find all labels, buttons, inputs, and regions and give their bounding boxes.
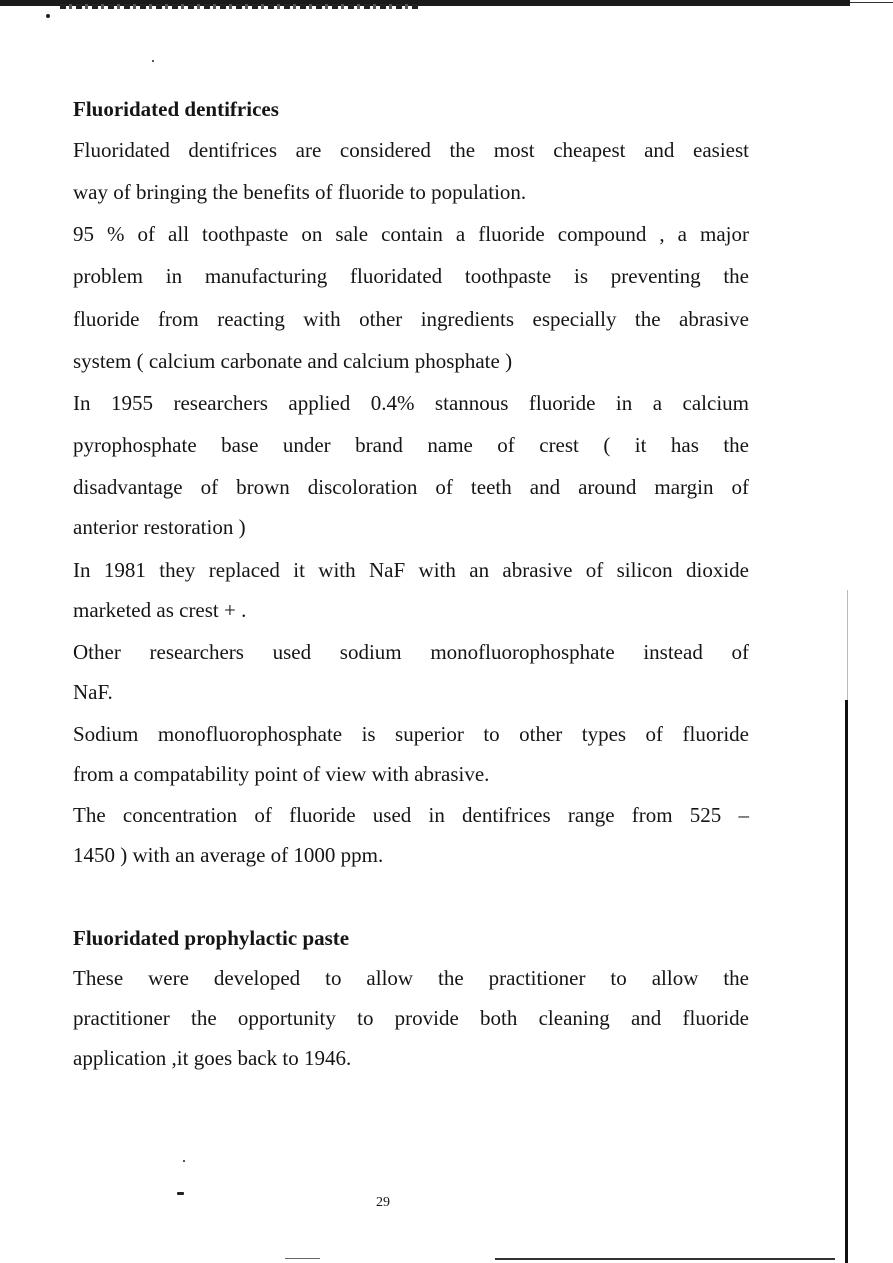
scan-bottom-rule-left	[285, 1258, 320, 1259]
body-line: practitioner the opportunity to provide both cleaning and fluoride	[73, 1006, 749, 1030]
body-line: Fluoridated dentifrices are considered the most cheapest and easiest	[73, 138, 749, 162]
body-line: In 1981 they replaced it with NaF with an abrasive of silicon dioxide	[73, 558, 749, 582]
section-title-prophylactic-paste: Fluoridated prophylactic paste	[73, 926, 350, 950]
body-line: NaF.	[73, 680, 113, 704]
body-line: application ,it goes back to 1946.	[73, 1046, 352, 1070]
body-line: system ( calcium carbonate and calcium phosphate )	[73, 349, 513, 373]
body-line: pyrophosphate base under brand name of crest ( it has the	[73, 433, 749, 457]
scan-right-edge-faint	[847, 590, 848, 700]
body-line: Other researchers used sodium monofluorophosphate instead of	[73, 640, 749, 664]
body-line: problem in manufacturing fluoridated toothpaste is preventing the	[73, 264, 749, 288]
scan-speck	[177, 1192, 184, 1195]
body-line: marketed as crest + .	[73, 598, 247, 622]
body-line: disadvantage of brown discoloration of teeth and around margin of	[73, 475, 749, 499]
section-title-dentifrices: Fluoridated dentifrices	[73, 97, 279, 121]
body-line: from a compatability point of view with abrasive.	[73, 762, 490, 786]
body-line: The concentration of fluoride used in dentifrices range from 525 –	[73, 803, 749, 827]
scan-bottom-rule	[495, 1258, 835, 1260]
body-line: In 1955 researchers applied 0.4% stannous fluoride in a calcium	[73, 391, 749, 415]
scan-top-noise	[60, 4, 420, 9]
body-line: 95 % of all toothpaste on sale contain a fluoride compound , a major	[73, 222, 749, 246]
scan-top-rule	[850, 2, 893, 3]
body-line: anterior restoration )	[73, 515, 246, 539]
body-line: 1450 ) with an average of 1000 ppm.	[73, 843, 384, 867]
scan-speck	[152, 60, 154, 62]
body-line: These were developed to allow the practitioner to allow the	[73, 966, 749, 990]
body-line: way of bringing the benefits of fluoride to population.	[73, 180, 527, 204]
page-number: 29	[376, 1195, 390, 1210]
scan-speck	[46, 14, 50, 18]
body-line: fluoride from reacting with other ingredients especially the abrasive	[73, 307, 749, 331]
scan-right-edge	[845, 700, 848, 1263]
scan-speck	[183, 1160, 185, 1162]
body-line: Sodium monofluorophosphate is superior to other types of fluoride	[73, 722, 749, 746]
